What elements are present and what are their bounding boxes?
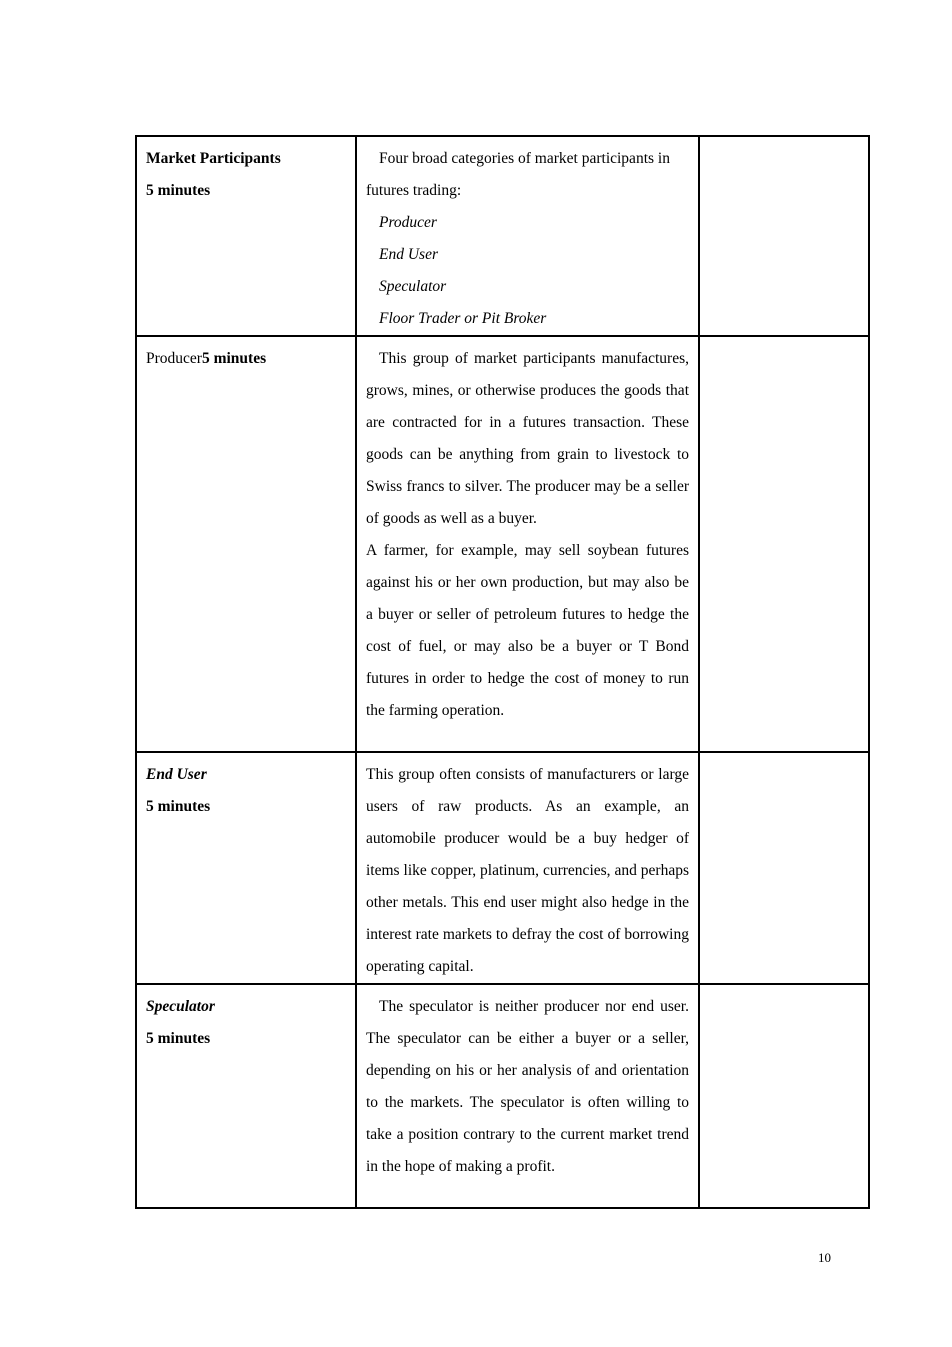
list-item: End User	[379, 246, 438, 263]
table-row	[136, 752, 869, 984]
topic-duration: 5 minutes	[146, 1030, 211, 1047]
notes-cell	[699, 984, 869, 1208]
topic-cell	[136, 336, 356, 752]
topic-cell	[136, 752, 356, 984]
lesson-plan-table	[135, 135, 870, 1209]
notes-cell	[699, 336, 869, 752]
content-paragraph: A farmer, for example, may sell soybean futures against his or her own production, but may also be a buyer or seller of petroleum futures to hedge the cost of fuel, or may also be a buyer or T Bond futures in order to hedge the cost of money to run the farming operation.	[366, 542, 689, 719]
notes-cell	[699, 752, 869, 984]
table-row	[136, 336, 869, 752]
topic-title: Speculator	[146, 998, 215, 1015]
list-item: Producer	[379, 214, 437, 231]
page-number: 10	[818, 1250, 831, 1265]
content-cell	[356, 336, 699, 752]
table-row	[136, 984, 869, 1208]
list-item: Floor Trader or Pit Broker	[379, 310, 547, 327]
content-cell	[356, 984, 699, 1208]
topic-cell	[136, 136, 356, 336]
topic-cell	[136, 984, 356, 1208]
list-item: Speculator	[379, 278, 447, 295]
topic-duration: 5 minutes	[146, 182, 211, 199]
content-cell	[356, 136, 699, 336]
notes-cell	[699, 136, 869, 336]
content-paragraph: The speculator is neither producer nor end user. The speculator can be either a buyer or a seller, depending on his or her analysis of and orientation to the markets. The speculator is often willing to take a position contrary to the current market trend in the hope of making a profit.	[366, 998, 689, 1175]
topic-title: Market Participants	[146, 150, 281, 167]
content-paragraph: This group often consists of manufacturers or large users of raw products. As an example, an automobile producer would be a buy hedger of items like copper, platinum, currencies, and perhaps other metals. This end user might also hedge in the interest rate markets to defray the cost of borrowing operating capital.	[366, 766, 689, 975]
table-row	[136, 136, 869, 336]
topic-title: End User	[146, 766, 207, 783]
topic-title: Producer	[146, 350, 202, 367]
content-cell	[356, 752, 699, 984]
content-intro: Four broad categories of market participants in futures trading:	[366, 150, 670, 199]
topic-duration: 5 minutes	[201, 350, 267, 367]
content-paragraph: This group of market participants manufactures, grows, mines, or otherwise produces the goods that are contracted for in a futures transaction. These goods can be anything from grain to livestock to Swiss francs to silver. The producer may be a seller of goods as well as a buyer.	[366, 350, 689, 527]
topic-duration: 5 minutes	[146, 798, 211, 815]
